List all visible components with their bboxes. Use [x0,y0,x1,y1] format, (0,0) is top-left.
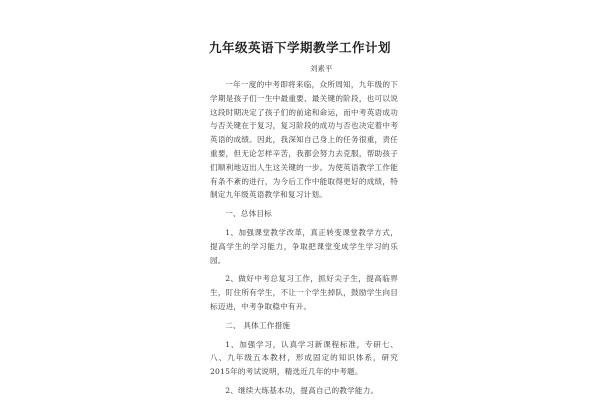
measures-paragraph-2: 2、继续大练基本功，提高自己的教学能力。 [225,385,379,395]
document-author: 刘素平 [310,64,333,73]
goals-paragraph-1: 1、加强课堂教学改革，真正转变课堂教学方式，提高学生的学习能力，争取把课堂变成学生学习的乐园。 [210,227,398,265]
intro-paragraph: 一年一度的中考即将来临，众所周知，九年级的下学期是孩子们一生中最重要、最关键的阶段，也可以说这段时期决定了孩子们的前途和命运，而中考英语成功与否关键在于复习，复习阶段的成功与否也决定着中考英语的成绩。因此，我深知自己身上的任务很重，责任重要，但无论怎样辛苦，我都会努力去克服，帮助孩子们顺利地迈出人生这关键的一步。为使英语教学工作能有条不紊的进行，为今后工作中能取得更好的成绩，特制定九年级英语教学和复习计划。 [210,80,398,200]
document-body [210,78,398,400]
section-heading-goals: 一、总体目标 [225,209,272,219]
section-heading-measures: 二、 具体工作措施 [225,320,291,330]
document-title: 九年级英语下学期教学工作计划 [208,40,391,55]
goals-paragraph-2: 2、做好中考总复习工作，抓好尖子生，提高临界生，盯住所有学生，不让一个学生掉队，鼓励学生向目标迈进，中考争取稳中有升。 [210,274,398,311]
measures-paragraph-1: 1、加强学习，认真学习新课程标准，专研七、八、九年级五本教材，形成固定的知识体系，研究2015年的考试说明，精选近几年的中考题。 [210,339,398,377]
